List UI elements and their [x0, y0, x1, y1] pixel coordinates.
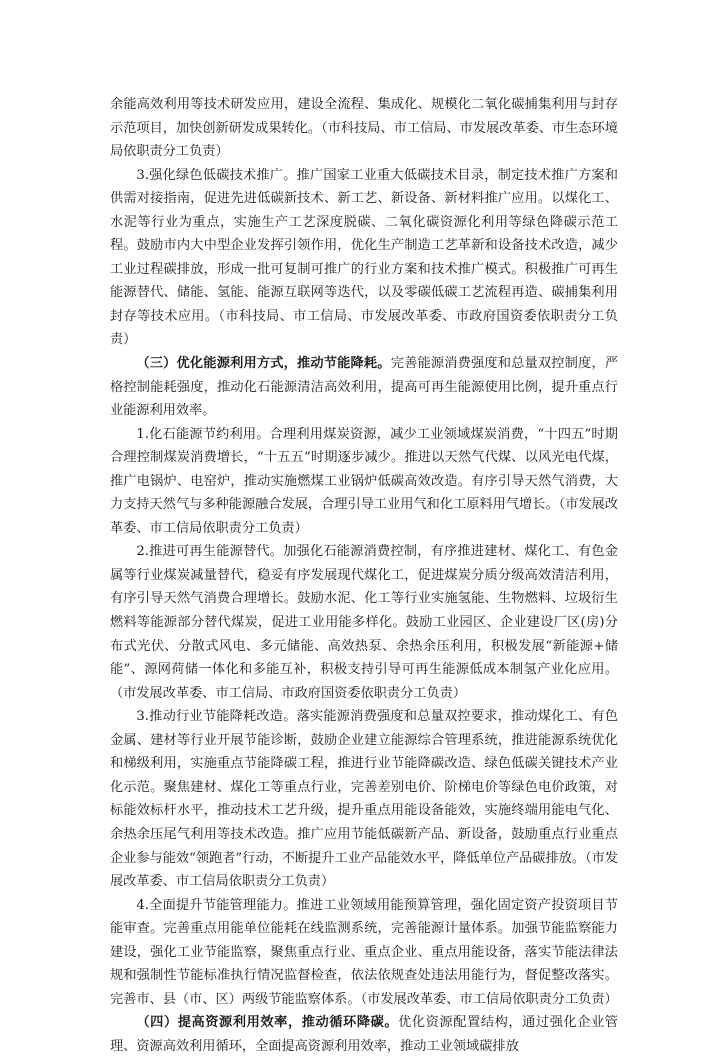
- paragraph-industry-energy-retrofit: [110, 705, 618, 893]
- section-heading: （三）优化能源利用方式，推动节能降耗。: [136, 356, 391, 372]
- paragraph-text: 1.化石能源节约利用。合理利用煤炭资源，减少工业领域煤炭消费，“十四五”时期合理控制煤炭消费增长，“十五五”时期逐步减少。推进以天然气代煤、以风光电代煤，推广电锅炉、电窑炉，推动实施燃煤工业锅炉低碳高效改造。有序引导天然气消费，大力支持天然气与多种能源融合发展，合理引导工业用气和化工原料用气增长。（市发展改革委、市工信局依职责分工负责）: [110, 426, 618, 536]
- document-page: [110, 93, 618, 1058]
- paragraph-text: 优化资源配置结构，通过强化企业管理、资源高效利用循环，全面提高资源利用效率，推动工业领域碳排放: [110, 1015, 618, 1054]
- paragraph-text: 完善能源消费强度和总量双控制度，严格控制能耗强度，推动化石能源清洁高效利用，提高可再生能源使用比例，提升重点行业能源利用效率。: [110, 356, 619, 419]
- paragraph-text: 3.强化绿色低碳技术推广。推广国家工业重大低碳技术目录，制定技术推广方案和供需对接指南，促进先进低碳新技术、新工艺、新设备、新材料推广应用。以煤化工、水泥等行业为重点，实施生产工艺深度脱碳、二氧化碳资源化利用等绿色降碳示范工程。鼓励市内大中型企业发挥引领作用，优化生产制造工艺革新和设备技术改造，减少工业过程碳排放，形成一批可复制可推广的行业方案和技术推广模式。积极推广可再生能源替代、储能、氢能、能源互联网等迭代，以及零碳低碳工艺流程再造、碳捕集利用封存等技术应用。（市科技局、市工信局、市发展改革委、市政府国资委依职责分工负责）: [110, 167, 618, 348]
- paragraph-low-carbon-tech-promotion: [110, 164, 618, 352]
- section-heading: （四）提高资源利用效率，推动循环降碳。: [136, 1015, 399, 1031]
- section-4-resource-efficiency: [110, 1011, 618, 1058]
- paragraph-text: 2.推进可再生能源替代。加强化石能源消费控制，有序推进建材、煤化工、有色金属等行业煤炭减量替代，稳妥有序发展现代煤化工，促进煤炭分质分级高效清洁利用，有序引导天然气消费合理增长。鼓励水泥、化工等行业实施氢能、生物燃料、垃圾衍生燃料等能源部分替代煤炭，促进工业用能多样化。鼓励工业园区、企业建设厂区(房)分布式光伏、分散式风电、多元储能、高效热泵、余热余压利用，积极发展“新能源+储能”、源网荷储一体化和多能互补，积极支持引导可再生能源低成本制氢产业化应用。（市发展改革委、市工信局、市政府国资委依职责分工负责）: [110, 544, 618, 701]
- paragraph-text: 余能高效利用等技术研发应用，建设全流程、集成化、规模化二氧化碳捕集利用与封存示范项目，加快创新研发成果转化。（市科技局、市工信局、市发展改革委、市生态环境局依职责分工负责）: [110, 97, 618, 160]
- paragraph-fossil-energy-saving: [110, 423, 618, 541]
- paragraph-text: 3.推动行业节能降耗改造。落实能源消费强度和总量双控要求，推动煤化工、有色金属、建材等行业开展节能诊断，鼓励企业建立能源综合管理系统，推进能源系统优化和梯级利用，实施重点节能降碳工程，推进行业节能降碳改造、绿色低碳关键技术产业化示范。聚焦建材、煤化工等重点行业，完善差别电价、阶梯电价等绿色电价政策，对标能效标杆水平，推动技术工艺升级，提升重点用能设备能效，实施终端用能电气化、余热余压尾气利用等技术改造。推广应用节能低碳新产品、新设备，鼓励重点行业重点企业参与能效“领跑者”行动，不断提升工业产品能效水平，降低单位产品碳排放。（市发展改革委、市工信局依职责分工负责）: [110, 709, 619, 890]
- paragraph-ccus-continuation: [110, 93, 618, 164]
- paragraph-energy-management: [110, 894, 618, 1012]
- paragraph-text: 4.全面提升节能管理能力。推进工业领域用能预算管理，强化固定资产投资项目节能审查。完善重点用能单位能耗在线监测系统，完善能源计量体系。加强节能监察能力建设，强化工业节能监察，聚焦重点行业、重点企业、重点用能设备，落实节能法律法规和强制性节能标准执行情况监督检查，依法依规查处违法用能行为，督促整改落实。完善市、县（市、区）两级节能监察体系。（市发展改革委、市工信局依职责分工负责）: [110, 897, 618, 1007]
- section-3-energy-utilization: [110, 352, 618, 423]
- paragraph-renewable-substitution: [110, 540, 618, 705]
